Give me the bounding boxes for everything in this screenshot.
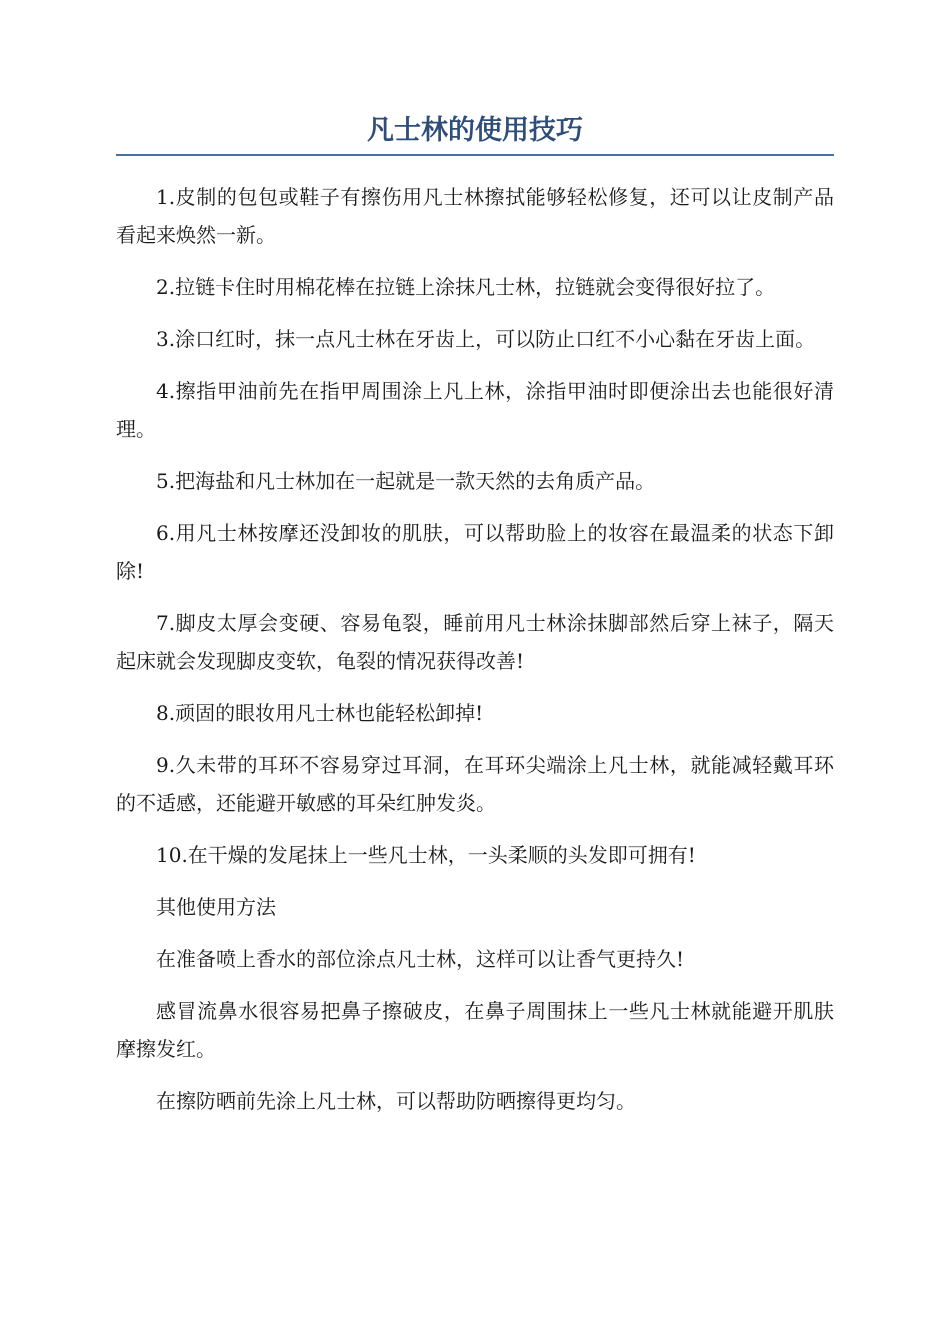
paragraph-6: 6.用凡士林按摩还没卸妆的肌肤，可以帮助脸上的妆容在最温柔的状态下卸除! xyxy=(116,521,834,583)
paragraph-nose: 感冒流鼻水很容易把鼻子擦破皮，在鼻子周围抹上一些凡士林就能避开肌肤摩擦发红。 xyxy=(116,999,834,1061)
document-title: 凡士林的使用技巧 xyxy=(367,115,583,146)
document-page xyxy=(116,110,834,1134)
paragraph-3: 3.涂口红时，抹一点凡士林在牙齿上，可以防止口红不小心黏在牙齿上面。 xyxy=(156,327,816,351)
paragraph-7: 7.脚皮太厚会变硬、容易龟裂，睡前用凡士林涂抹脚部然后穿上袜子，隔天起床就会发现脚皮变软，龟裂的情况获得改善! xyxy=(116,611,834,673)
paragraph-10: 10.在干燥的发尾抹上一些凡士林，一头柔顺的头发即可拥有! xyxy=(156,843,696,867)
section-heading-other-uses: 其他使用方法 xyxy=(156,895,276,919)
paragraph-1: 1.皮制的包包或鞋子有擦伤用凡士林擦拭能够轻松修复，还可以让皮制产品看起来焕然一新。 xyxy=(116,185,834,247)
paragraph-sunscreen: 在擦防晒前先涂上凡士林，可以帮助防晒擦得更均匀。 xyxy=(156,1089,636,1113)
paragraph-4: 4.擦指甲油前先在指甲周围涂上凡上林，涂指甲油时即便涂出去也能很好清理。 xyxy=(116,379,834,441)
paragraph-5: 5.把海盐和凡士林加在一起就是一款天然的去角质产品。 xyxy=(156,469,656,493)
paragraph-9: 9.久未带的耳环不容易穿过耳洞，在耳环尖端涂上凡士林，就能减轻戴耳环的不适感，还能避开敏感的耳朵红肿发炎。 xyxy=(116,753,834,815)
title-underline xyxy=(116,154,834,156)
paragraph-perfume: 在准备喷上香水的部位涂点凡士林，这样可以让香气更持久! xyxy=(156,947,685,971)
paragraph-2: 2.拉链卡住时用棉花棒在拉链上涂抹凡士林，拉链就会变得很好拉了。 xyxy=(156,275,776,299)
paragraph-8: 8.顽固的眼妆用凡士林也能轻松卸掉! xyxy=(156,701,484,725)
